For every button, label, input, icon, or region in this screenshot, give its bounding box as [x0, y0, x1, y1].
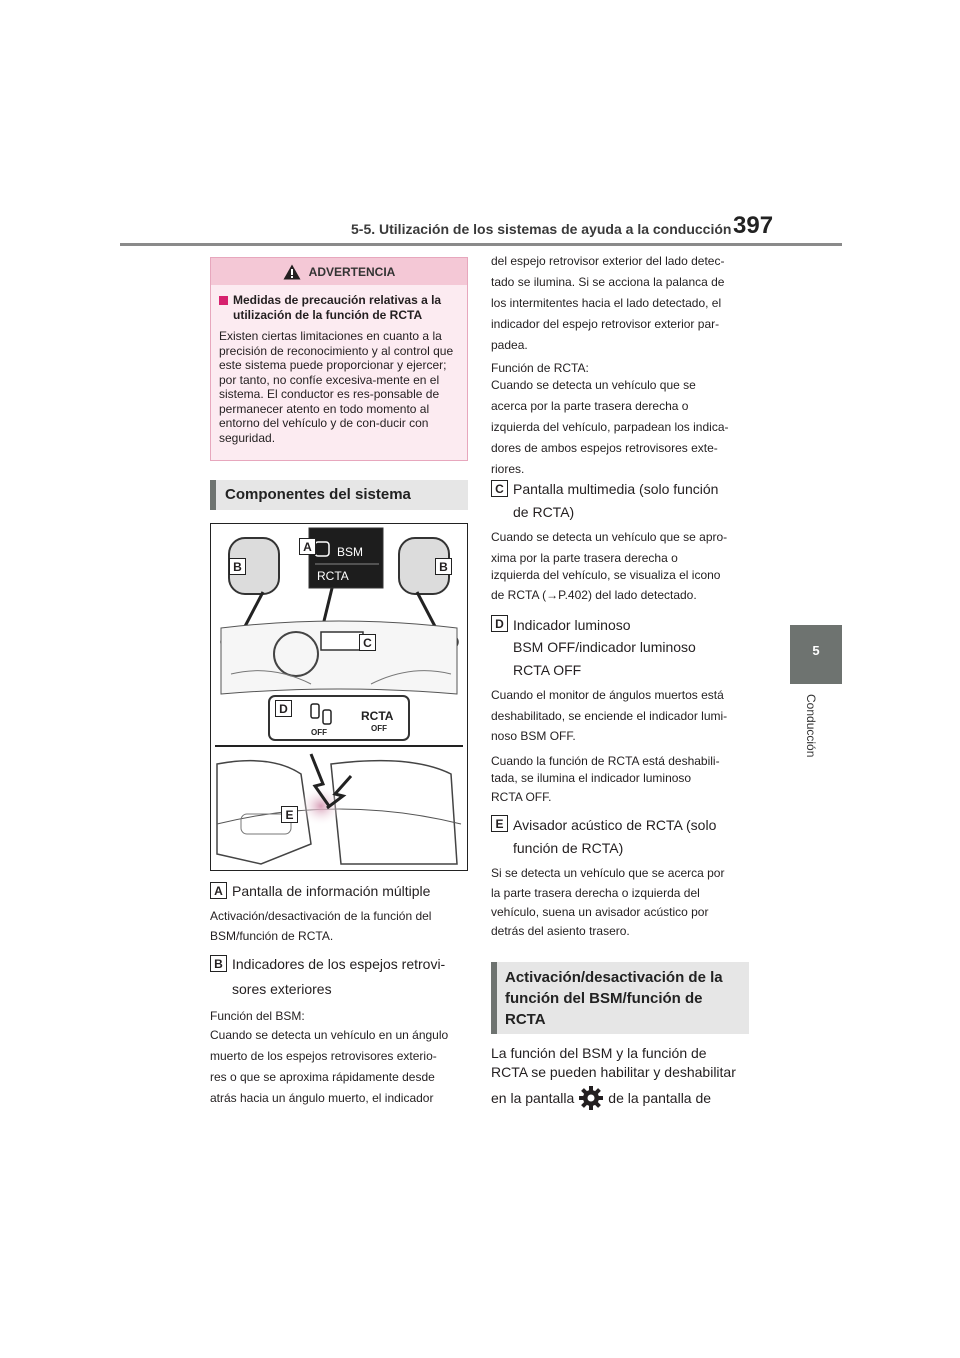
item-d-line-4: Cuando la función de RCTA está deshabili- [491, 754, 720, 768]
figure-label-b-right: B [435, 558, 452, 575]
item-b-rcta-line-2: Cuando se detecta un vehículo que se [491, 378, 696, 392]
item-b-line-1: Función del BSM: [210, 1009, 305, 1023]
item-d-line-3: noso BSM OFF. [491, 729, 576, 743]
gear-icon [578, 1085, 604, 1111]
item-b-rcta-line-5: dores de ambos espejos retrovisores exte- [491, 441, 718, 455]
item-e-line-4: detrás del asiento trasero. [491, 924, 630, 938]
running-header: 5-5. Utilización de los sistemas de ayuda a la conducción [351, 221, 732, 237]
item-b-line-3: muerto de los espejos retrovisores exterio- [210, 1049, 437, 1063]
item-d-title-2: BSM OFF/indicador luminoso [513, 639, 696, 655]
item-b-rcta-line-3: acerca por la parte trasera derecha o [491, 399, 689, 413]
item-c-line-3: izquierda del vehículo, se visualiza el icono [491, 568, 721, 582]
item-e-line-2: la parte trasera derecha o izquierda del [491, 886, 700, 900]
item-b-rcta-line-6: riores. [491, 462, 525, 476]
warning-header [211, 258, 467, 285]
item-b-cont-line-5: padea. [491, 338, 528, 352]
activation-line-1: La función del BSM y la función de [491, 1045, 707, 1061]
item-b-title-2: sores exteriores [232, 981, 332, 997]
figure-label-c: C [359, 634, 376, 651]
item-b-cont-line-1: del espejo retrovisor exterior del lado detec- [491, 254, 725, 268]
warning-subheading [219, 293, 461, 323]
item-e-line-1: Si se detecta un vehículo que se acerca por [491, 866, 725, 880]
item-c-line-1: Cuando se detecta un vehículo que se apro- [491, 530, 728, 544]
display-rcta-text: RCTA [317, 569, 349, 583]
item-c-line-4: de RCTA (→P.402) del lado detectado. [491, 588, 697, 602]
warning-body: Existen ciertas limitaciones en cuanto a la precisión de reconocimiento y al control que este sistema puede proporcionar y ejercer; por tanto, no confíe excesiva-mente en el sistema. El conductor es res-ponsable de permanecer atento en todo momento al entorno del vehículo y de con-ducir con seguridad. [219, 329, 454, 445]
item-d-line-1: Cuando el monitor de ángulos muertos está [491, 688, 724, 702]
item-d-line-5: tada, se ilumina el indicador luminoso [491, 771, 692, 785]
chapter-number: 5 [812, 643, 820, 658]
item-d-title-1: Indicador luminoso [513, 617, 631, 633]
item-b-line-4: res o que se aproxima rápidamente desde [210, 1070, 435, 1084]
figure-label-a: A [299, 538, 316, 555]
display-bsm-text: BSM [337, 545, 364, 559]
item-c-title-2: de RCTA) [513, 504, 575, 520]
item-label-c: C [491, 480, 508, 497]
item-b-rcta-line-4: izquierda del vehículo, parpadean los indica- [491, 420, 729, 434]
activation-line-3-before: en la pantalla [491, 1090, 575, 1106]
item-b-line-5: atrás hacia un ángulo muerto, el indicador [210, 1091, 434, 1105]
item-b-line-2: Cuando se detecta un vehículo en un ángulo [210, 1028, 449, 1042]
item-a-title: Pantalla de información múltiple [232, 883, 431, 899]
item-label-b: B [210, 955, 227, 972]
warning-heading: ADVERTENCIA [308, 264, 396, 279]
item-label-d: D [491, 615, 508, 632]
item-b-title-1: Indicadores de los espejos retrovi- [232, 956, 446, 972]
section-heading-activation: Activación/desactivación de la función del BSM/función de RCTA [491, 962, 749, 1034]
square-bullet-icon [219, 296, 228, 305]
item-b-cont-line-3: los intermitentes hacia el lado detectado, el [491, 296, 722, 310]
switch-off-text-2: OFF [371, 724, 387, 733]
item-c-title-1: Pantalla multimedia (solo función [513, 481, 719, 497]
header-rule [120, 243, 842, 246]
page-number: 397 [733, 212, 774, 239]
item-e-line-3: vehículo, suena un avisador acústico por [491, 905, 709, 919]
activation-line-2: RCTA se pueden habilitar y deshabilitar [491, 1064, 736, 1080]
item-a-line-1: Activación/desactivación de la función del [210, 909, 432, 923]
item-e-title-1: Avisador acústico de RCTA (solo [513, 817, 717, 833]
item-a-line-2: BSM/función de RCTA. [210, 929, 334, 943]
figure-label-b-left: B [229, 558, 246, 575]
item-b-cont-line-2: tado se ilumina. Si se acciona la palanca de [491, 275, 725, 289]
item-label-e: E [491, 815, 508, 832]
figure-label-d: D [275, 700, 292, 717]
warning-subheading-text: Medidas de precaución relativas a la utilización de la función de RCTA [233, 293, 442, 322]
activation-line-3-after: de la pantalla de [608, 1090, 712, 1106]
item-d-title-3: RCTA OFF [513, 662, 582, 678]
item-b-rcta-line-1: Función de RCTA: [491, 361, 589, 375]
item-c-line-2: xima por la parte trasera derecha o [491, 551, 678, 565]
item-label-a: A [210, 882, 227, 899]
figure-label-e: E [281, 806, 298, 823]
activation-line-3 [491, 1085, 711, 1111]
system-components-figure [210, 523, 468, 871]
dashboard-illustration [211, 524, 467, 870]
warning-triangle-icon [283, 264, 301, 280]
chapter-tab [790, 625, 842, 684]
item-b-cont-line-4: indicador del espejo retrovisor exterior par- [491, 317, 720, 331]
switch-rcta-text: RCTA [361, 709, 394, 723]
item-d-line-2: deshabilitado, se enciende el indicador lumi- [491, 709, 728, 723]
item-e-title-2: función de RCTA) [513, 840, 624, 856]
switch-off-text-1: OFF [311, 728, 327, 737]
item-d-line-6: RCTA OFF. [491, 790, 552, 804]
section-heading-components: Componentes del sistema [210, 480, 468, 510]
warning-box [210, 257, 468, 461]
chapter-label: Conducción [804, 694, 818, 758]
